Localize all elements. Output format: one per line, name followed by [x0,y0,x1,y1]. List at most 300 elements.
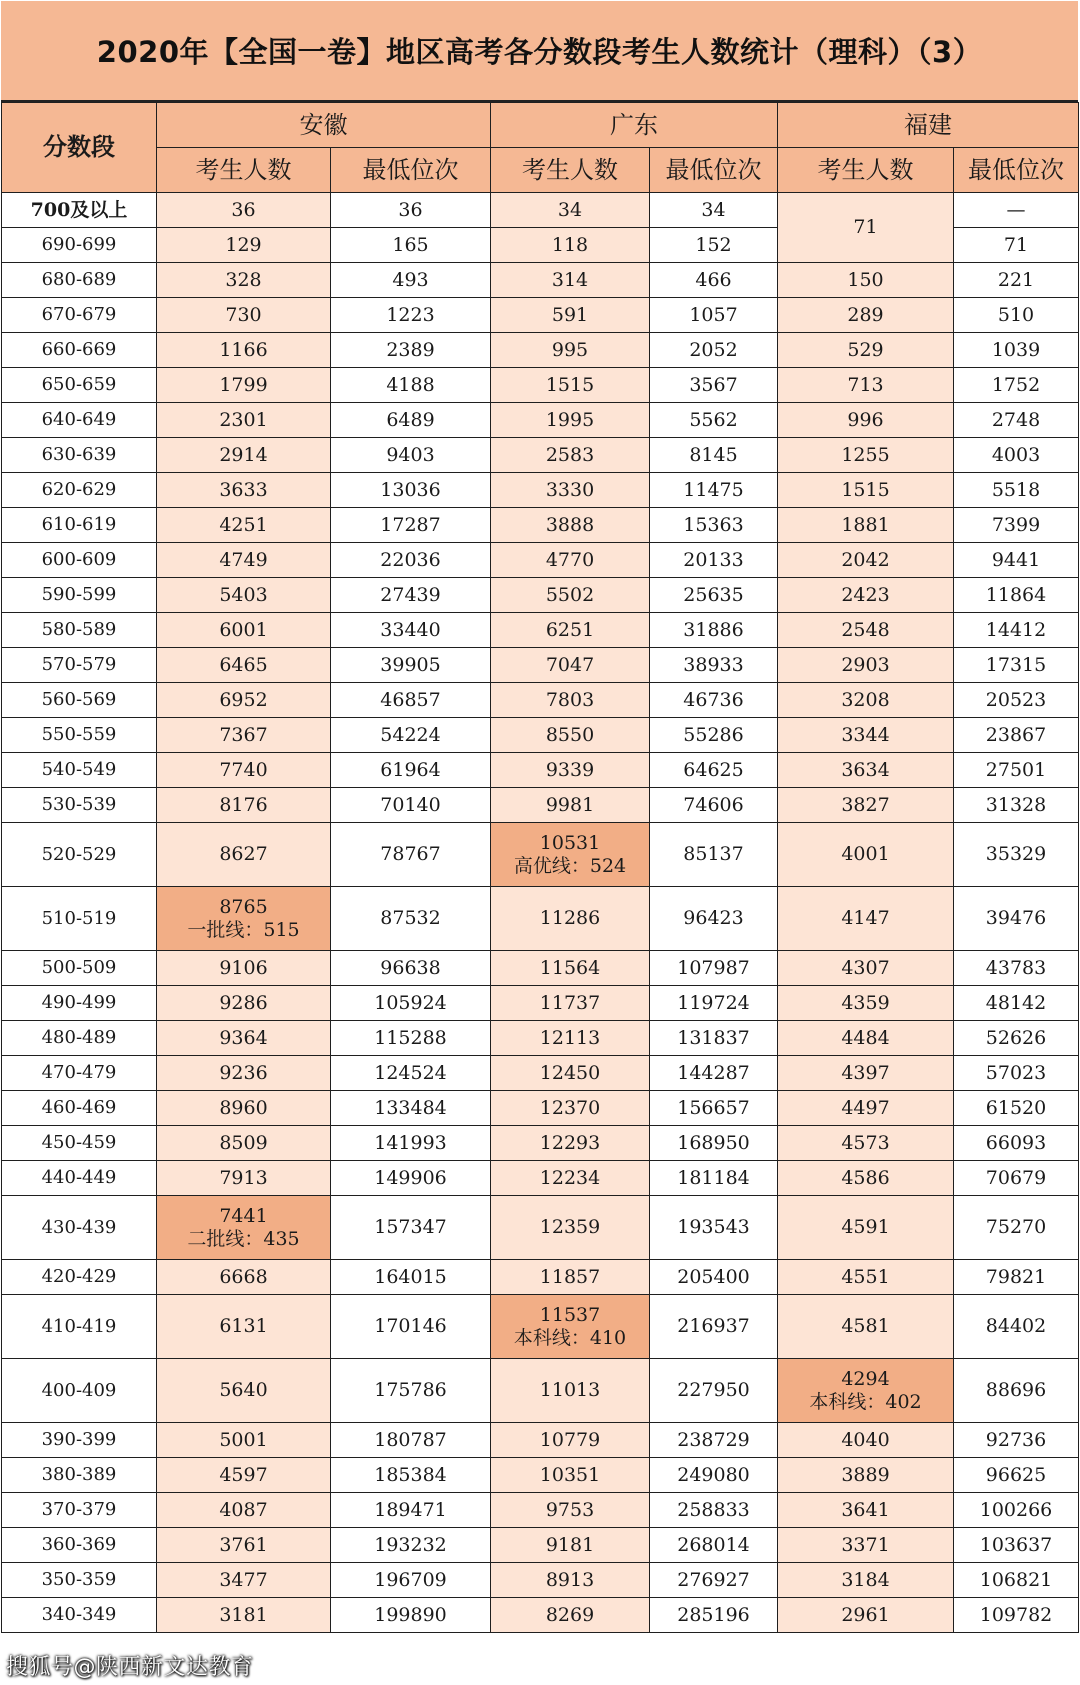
cutoff-note: 本科线：410 [513,1326,627,1349]
fujian-count-value: 713 [847,373,884,396]
guangdong-rank [650,1091,778,1126]
segment-header: 分数段 [2,103,157,193]
anhui-count-value: 9106 [219,956,268,979]
score-segment [2,1260,157,1295]
fujian-count-value: 4147 [841,907,890,930]
fujian-rank-value: 27501 [985,758,1047,781]
anhui-rank-value: 46857 [380,688,441,711]
score-segment [2,951,157,986]
score-segment [2,543,157,578]
fujian-rank [954,263,1079,298]
guangdong-count-value: 10351 [539,1463,601,1486]
guangdong-count-value: 34 [557,198,583,221]
anhui-count [157,473,331,508]
anhui-count [157,1493,331,1528]
cutoff-note: 本科线：402 [809,1390,922,1413]
guangdong-rank-value: 227950 [677,1379,750,1402]
anhui-rank-value: 189471 [374,1498,447,1521]
anhui-count-value: 3477 [219,1568,268,1591]
guangdong-rank [650,1295,778,1359]
table-row [2,508,1079,543]
guangdong-rank [650,438,778,473]
fujian-count-value: 4484 [841,1026,890,1049]
anhui-count-value: 9286 [219,991,268,1014]
anhui-count-value: 4251 [219,513,268,536]
anhui-count [157,578,331,613]
fujian-rank-value: 510 [997,303,1035,326]
anhui-count [157,1056,331,1091]
guangdong-count [491,1021,650,1056]
cutoff-note: 二批线：435 [187,1227,300,1250]
anhui-count-value: 5403 [219,583,268,606]
table-row [2,438,1079,473]
score-segment-value: 700及以上 [30,198,128,221]
fujian-count-value: 4551 [841,1265,890,1288]
guangdong-count [491,1091,650,1126]
anhui-count-value: 1166 [219,338,268,361]
fujian-count [778,986,954,1021]
fujian-rank [954,1196,1079,1260]
table-row [2,1260,1079,1295]
fujian-rank [954,1056,1079,1091]
table-row [2,578,1079,613]
fujian-rank-value: 52626 [985,1026,1047,1049]
anhui-rank [331,613,491,648]
fujian-rank [954,508,1079,543]
guangdong-rank-value: 85137 [683,843,744,866]
guangdong-count [491,263,650,298]
guangdong-rank-value: 38933 [683,653,744,676]
guangdong-rank-value: 1057 [689,303,738,326]
guangdong-count [491,1528,650,1563]
score-segment-value: 600-609 [41,549,117,571]
anhui-rank-value: 124524 [374,1061,447,1084]
anhui-rank-value: 22036 [380,548,441,571]
fujian-rank-value: 100266 [979,1498,1053,1521]
province-header-row [2,103,1079,148]
guangdong-count-value: 8550 [545,723,595,746]
guangdong-count [491,438,650,473]
guangdong-count-value: 3330 [545,478,595,501]
anhui-rank-value: 149906 [374,1166,447,1189]
score-segment [2,1493,157,1528]
table-row [2,193,1079,228]
guangdong-rank-value: 144287 [677,1061,750,1084]
count-header: 考生人数 [778,148,954,193]
fujian-count [778,333,954,368]
score-segment [2,1423,157,1458]
guangdong-count-value: 11537 [539,1303,601,1326]
guangdong-rank-value: 3567 [689,373,738,396]
guangdong-count-value: 11564 [539,956,601,979]
anhui-rank-value: 175786 [374,1379,447,1402]
anhui-rank-value: 78767 [380,843,441,866]
score-segment-value: 570-579 [41,654,117,676]
guangdong-rank-value: 258833 [677,1498,750,1521]
anhui-rank-value: 54224 [380,723,441,746]
anhui-count [157,1295,331,1359]
guangdong-rank [650,1021,778,1056]
fujian-rank-value: 57023 [985,1061,1047,1084]
score-segment-value: 670-679 [41,304,117,326]
table-row [2,753,1079,788]
score-segment-value: 590-599 [41,584,117,606]
fujian-count [778,1423,954,1458]
table-row [2,1458,1079,1493]
guangdong-count [491,951,650,986]
anhui-count-value: 3633 [219,478,268,501]
anhui-rank-value: 170146 [374,1315,447,1338]
fujian-count-value: 4001 [841,843,890,866]
fujian-count [778,1458,954,1493]
fujian-count-value: 3889 [841,1463,890,1486]
anhui-count-value: 8765 [219,895,268,918]
guangdong-rank [650,1126,778,1161]
guangdong-rank [650,1056,778,1091]
guangdong-count [491,1458,650,1493]
anhui-count-value: 6952 [219,688,268,711]
anhui-rank-value: 1223 [386,303,435,326]
fujian-count [778,1493,954,1528]
fujian-rank-value: — [1006,198,1026,221]
score-segment-value: 460-469 [41,1097,117,1119]
anhui-count-value: 129 [225,233,262,256]
guangdong-count [491,1056,650,1091]
anhui-count [157,1161,331,1196]
fujian-rank-value: 7399 [991,513,1041,536]
guangdong-count-value: 12359 [539,1216,601,1239]
score-segment-value: 370-379 [41,1499,117,1521]
score-distribution-table [1,102,1079,1633]
fujian-count [778,1359,954,1423]
anhui-count [157,508,331,543]
guangdong-count-value: 11857 [539,1265,601,1288]
guangdong-count-value: 7047 [545,653,595,676]
anhui-count [157,298,331,333]
guangdong-count [491,1359,650,1423]
province-header-fujian: 福建 [778,103,1079,148]
anhui-count [157,683,331,718]
anhui-count-value: 8960 [219,1096,268,1119]
fujian-rank [954,403,1079,438]
score-segment [2,228,157,263]
anhui-rank-value: 2389 [386,338,435,361]
guangdong-rank [650,788,778,823]
fujian-rank [954,1359,1079,1423]
fujian-rank-value: 31328 [985,793,1047,816]
score-segment [2,333,157,368]
guangdong-rank-value: 96423 [683,907,744,930]
fujian-count [778,613,954,648]
table-row [2,333,1079,368]
anhui-count-value: 4749 [219,548,268,571]
fujian-count-value: 529 [847,338,884,361]
fujian-rank [954,1126,1079,1161]
anhui-rank [331,298,491,333]
fujian-rank-value: 96625 [985,1463,1047,1486]
fujian-count [778,951,954,986]
fujian-rank-value: 66093 [985,1131,1047,1154]
guangdong-rank [650,403,778,438]
fujian-count-value: 150 [847,268,884,291]
anhui-rank [331,683,491,718]
fujian-rank [954,1563,1079,1598]
guangdong-count-value: 9339 [545,758,595,781]
fujian-count [778,473,954,508]
fujian-count-value: 1515 [841,478,890,501]
fujian-count [778,193,954,263]
anhui-rank-value: 27439 [380,583,441,606]
guangdong-rank-value: 216937 [677,1315,750,1338]
anhui-count-value: 8627 [219,843,268,866]
anhui-count-value: 3181 [219,1603,268,1626]
fujian-rank [954,823,1079,887]
guangdong-rank-value: 131837 [677,1026,750,1049]
fujian-count-value: 4294 [841,1367,890,1390]
anhui-count-value: 2301 [219,408,268,431]
fujian-count-value: 2548 [841,618,890,641]
guangdong-rank-value: 107987 [677,956,750,979]
guangdong-count-value: 2583 [545,443,595,466]
score-segment-value: 500-509 [41,957,117,979]
fujian-rank-value: 61520 [985,1096,1047,1119]
anhui-rank-value: 13036 [380,478,441,501]
guangdong-count-value: 8913 [545,1568,595,1591]
table-row [2,1056,1079,1091]
guangdong-rank-value: 285196 [677,1603,750,1626]
anhui-rank-value: 165 [392,233,429,256]
anhui-count [157,1091,331,1126]
guangdong-rank-value: 2052 [689,338,738,361]
guangdong-count [491,578,650,613]
fujian-count-value: 3827 [841,793,890,816]
rank-header: 最低位次 [331,148,491,193]
score-segment [2,1295,157,1359]
fujian-count [778,1091,954,1126]
guangdong-rank-value: 15363 [683,513,744,536]
anhui-count-value: 6131 [219,1315,268,1338]
guangdong-count-value: 12450 [539,1061,601,1084]
guangdong-rank-value: 249080 [677,1463,750,1486]
anhui-count-value: 7740 [219,758,268,781]
anhui-rank-value: 36 [398,198,423,221]
fujian-count [778,1295,954,1359]
score-segment [2,438,157,473]
guangdong-rank-value: 8145 [689,443,738,466]
guangdong-count [491,1563,650,1598]
fujian-rank [954,543,1079,578]
guangdong-count-value: 11737 [539,991,601,1014]
anhui-rank [331,403,491,438]
anhui-count-value: 6465 [219,653,268,676]
table-row [2,1295,1079,1359]
anhui-rank [331,823,491,887]
table-row [2,1126,1079,1161]
anhui-count [157,193,331,228]
fujian-count [778,1196,954,1260]
score-segment [2,508,157,543]
fujian-count-value: 3634 [841,758,890,781]
cutoff-note: 一批线：515 [187,918,300,941]
cutoff-note: 高优线：524 [513,854,627,877]
fujian-rank-value: 4003 [991,443,1041,466]
fujian-rank-value: 48142 [985,991,1047,1014]
anhui-rank [331,193,491,228]
table-row [2,1196,1079,1260]
fujian-count-value: 3344 [841,723,890,746]
guangdong-count-value: 1995 [545,408,595,431]
guangdong-rank [650,508,778,543]
fujian-count-value: 3371 [841,1533,890,1556]
anhui-rank [331,1295,491,1359]
score-segment [2,613,157,648]
guangdong-count-value: 11286 [539,907,601,930]
anhui-rank [331,753,491,788]
fujian-count [778,718,954,753]
anhui-count-value: 8176 [219,793,268,816]
guangdong-count-value: 10531 [539,831,601,854]
anhui-rank [331,228,491,263]
score-segment-value: 530-539 [41,794,117,816]
score-segment-value: 520-529 [41,843,117,865]
score-segment [2,1359,157,1423]
anhui-count [157,1126,331,1161]
anhui-rank [331,578,491,613]
guangdong-count [491,1260,650,1295]
score-segment-value: 550-559 [41,724,117,746]
fujian-rank [954,438,1079,473]
guangdong-rank-value: 20133 [683,548,744,571]
table-row [2,1528,1079,1563]
fujian-count-value: 4573 [841,1131,890,1154]
fujian-count-value: 3184 [841,1568,890,1591]
anhui-count [157,1359,331,1423]
anhui-count [157,1021,331,1056]
fujian-rank-value: 75270 [985,1216,1047,1239]
guangdong-rank-value: 466 [695,268,732,291]
fujian-count-value: 1881 [841,513,890,536]
score-segment [2,1021,157,1056]
fujian-count-value: 4359 [841,991,890,1014]
anhui-rank [331,333,491,368]
anhui-count-value: 9364 [219,1026,268,1049]
score-segment-value: 350-359 [41,1569,117,1591]
anhui-rank-value: 4188 [386,373,435,396]
anhui-rank [331,887,491,951]
fujian-rank [954,1598,1079,1633]
guangdong-rank-value: 74606 [683,793,744,816]
guangdong-count-value: 12234 [539,1166,601,1189]
guangdong-count [491,298,650,333]
guangdong-count-value: 995 [551,338,589,361]
fujian-count [778,648,954,683]
rank-header: 最低位次 [954,148,1079,193]
anhui-rank-value: 164015 [374,1265,447,1288]
score-segment-value: 390-399 [41,1429,117,1451]
count-header: 考生人数 [491,148,650,193]
guangdong-count-value: 8269 [545,1603,595,1626]
fujian-rank [954,228,1079,263]
table-row [2,1563,1079,1598]
anhui-rank [331,1359,491,1423]
anhui-rank [331,1528,491,1563]
guangdong-count [491,986,650,1021]
table-row [2,263,1079,298]
anhui-rank-value: 115288 [374,1026,447,1049]
guangdong-rank-value: 152 [695,233,732,256]
guangdong-count-value: 1515 [545,373,595,396]
guangdong-rank [650,1493,778,1528]
fujian-count [778,438,954,473]
anhui-count [157,951,331,986]
guangdong-count-value: 12370 [539,1096,601,1119]
anhui-rank-value: 185384 [374,1463,447,1486]
guangdong-count [491,718,650,753]
anhui-rank [331,1598,491,1633]
fujian-rank-value: 106821 [979,1568,1053,1591]
fujian-rank [954,788,1079,823]
anhui-count-value: 7441 [219,1204,268,1227]
fujian-rank-value: 71 [1003,233,1029,256]
fujian-rank [954,887,1079,951]
anhui-rank-value: 9403 [386,443,435,466]
table-row [2,543,1079,578]
anhui-rank-value: 70140 [380,793,441,816]
fujian-count [778,263,954,298]
guangdong-rank-value: 168950 [677,1131,750,1154]
score-segment-value: 690-699 [41,234,117,256]
guangdong-rank [650,1423,778,1458]
fujian-count-value: 2903 [841,653,890,676]
guangdong-rank-value: 55286 [683,723,744,746]
anhui-count [157,1598,331,1633]
guangdong-rank [650,578,778,613]
anhui-count [157,1423,331,1458]
guangdong-rank-value: 205400 [677,1265,750,1288]
fujian-rank-value: 14412 [985,618,1047,641]
fujian-rank-value: 39476 [985,907,1047,930]
guangdong-count-value: 9181 [545,1533,595,1556]
guangdong-count-value: 7803 [545,688,595,711]
guangdong-count-value: 314 [551,268,589,291]
guangdong-count [491,887,650,951]
guangdong-count [491,543,650,578]
anhui-count-value: 6668 [219,1265,268,1288]
guangdong-count [491,1196,650,1260]
guangdong-rank [650,1598,778,1633]
guangdong-count [491,473,650,508]
table-body [2,193,1079,1633]
fujian-rank [954,986,1079,1021]
column-header-row [2,148,1079,193]
anhui-rank-value: 199890 [374,1603,447,1626]
guangdong-rank [650,228,778,263]
fujian-rank-value: 103637 [979,1533,1053,1556]
fujian-rank-value: 11864 [985,583,1047,606]
fujian-count [778,683,954,718]
table-row [2,823,1079,887]
anhui-rank [331,438,491,473]
anhui-rank [331,543,491,578]
fujian-count [778,1563,954,1598]
anhui-count-value: 5640 [219,1379,268,1402]
anhui-rank [331,473,491,508]
guangdong-rank [650,368,778,403]
guangdong-count [491,368,650,403]
table-row [2,986,1079,1021]
anhui-count-value: 5001 [219,1428,268,1451]
score-segment [2,368,157,403]
